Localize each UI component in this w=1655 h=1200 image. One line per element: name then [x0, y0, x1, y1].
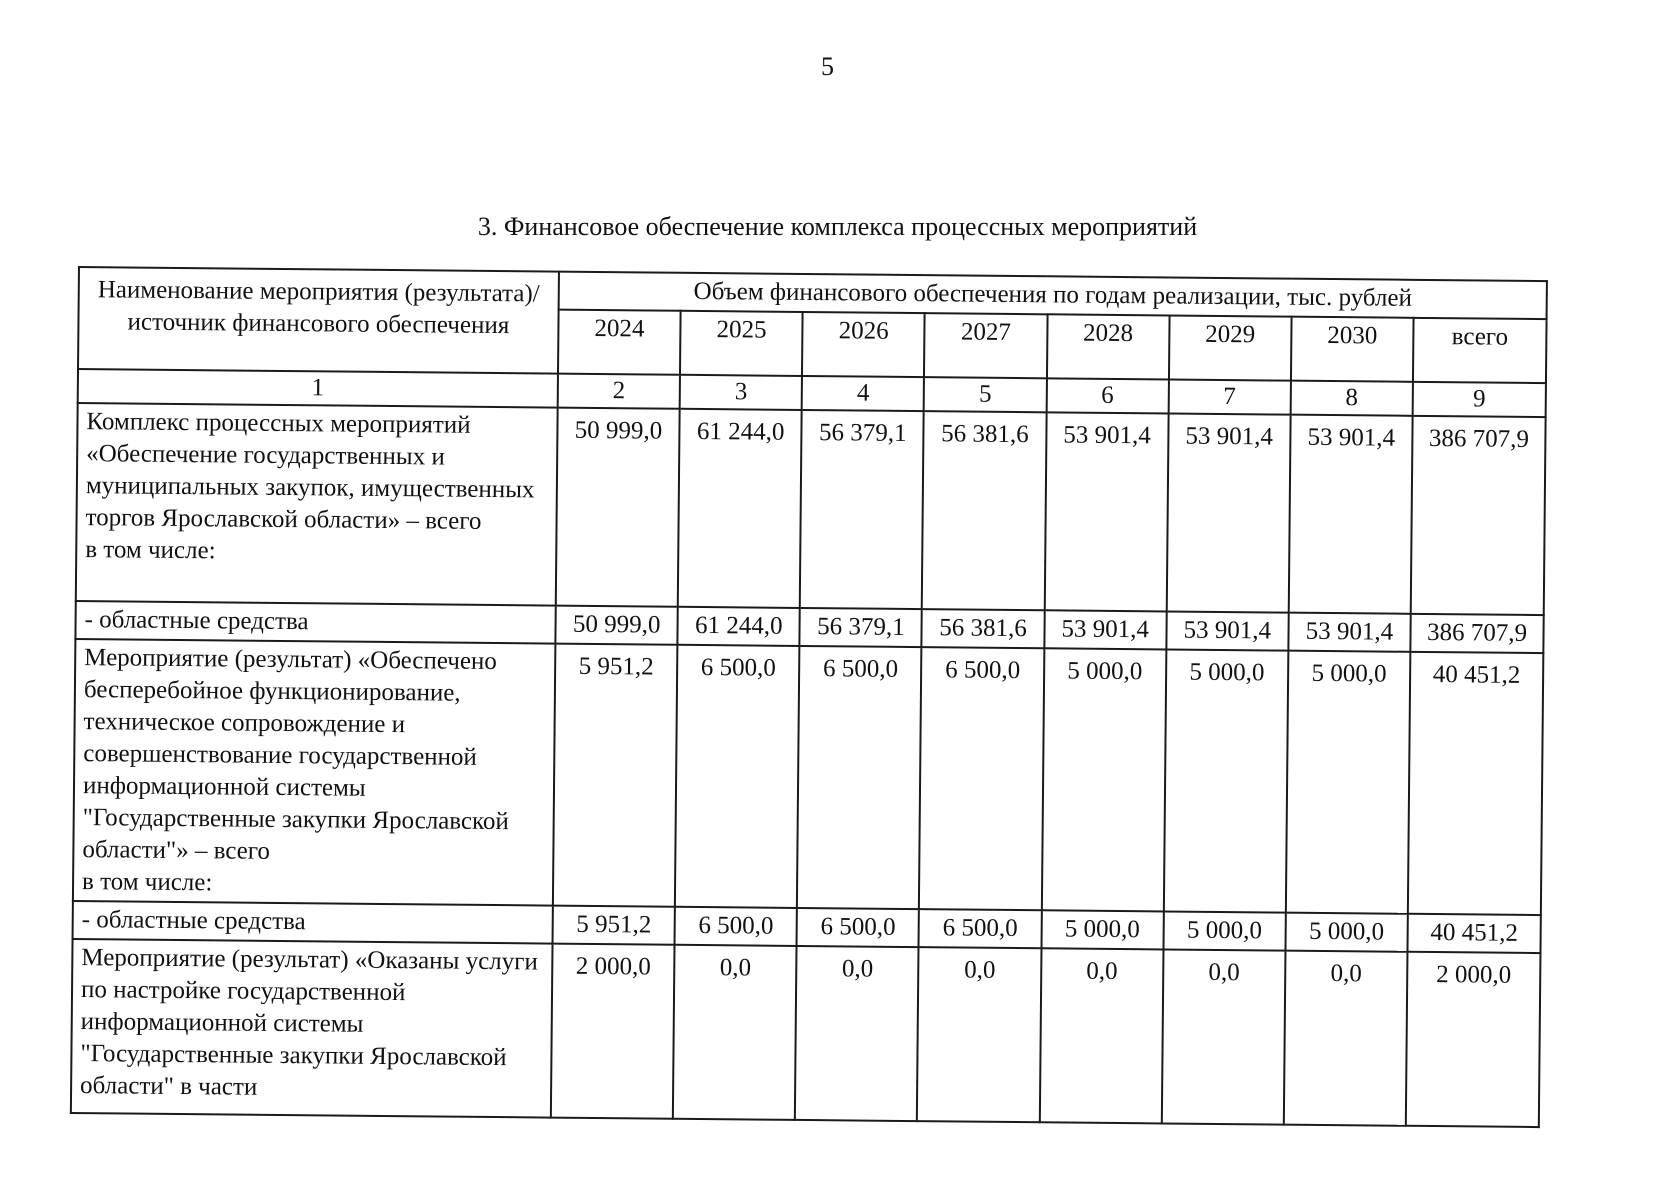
total-cell: 386 707,9	[1411, 416, 1546, 615]
year-header: 2024	[558, 310, 681, 375]
table-row	[71, 939, 1541, 1127]
value-cell: 53 901,4	[1289, 415, 1413, 614]
value-cell: 53 901,4	[1044, 610, 1166, 649]
value-cell: 56 379,1	[800, 608, 922, 647]
value-cell: 6 500,0	[797, 646, 922, 909]
value-cell: 5 951,2	[553, 644, 678, 907]
column-number: 7	[1168, 379, 1290, 414]
value-cell: 53 901,4	[1288, 613, 1410, 652]
total-cell: 2 000,0	[1406, 952, 1541, 1127]
column-number: 1	[78, 369, 558, 408]
value-cell: 61 244,0	[678, 607, 800, 646]
value-cell: 5 000,0	[1041, 910, 1163, 949]
value-cell: 53 901,4	[1166, 611, 1288, 650]
value-cell: 6 500,0	[919, 909, 1041, 948]
total-header: всего	[1413, 318, 1547, 383]
value-cell: 5 000,0	[1285, 913, 1407, 952]
year-header: 2028	[1047, 314, 1170, 379]
total-cell: 40 451,2	[1408, 652, 1544, 915]
value-cell: 5 951,2	[553, 906, 675, 945]
column-number: 3	[680, 375, 802, 410]
value-cell: 6 500,0	[675, 907, 797, 946]
value-cell: 50 999,0	[556, 408, 680, 607]
value-cell: 0,0	[795, 946, 919, 1121]
section-title: 3. Финансовое обеспечение комплекса процессных мероприятий	[477, 212, 1198, 241]
value-cell: 0,0	[1162, 949, 1286, 1124]
value-cell: 5 000,0	[1164, 649, 1289, 912]
row-name: Комплекс процессных мероприятий «Обеспечение государственных и муниципальных закупок, имущественных торгов Ярославской области» – всего в том числе:	[76, 403, 558, 606]
value-cell: 0,0	[1039, 948, 1163, 1123]
column-number: 2	[558, 374, 680, 409]
value-cell: 53 901,4	[1044, 412, 1168, 611]
financing-table	[70, 266, 1548, 1128]
total-cell: 386 707,9	[1410, 614, 1543, 653]
value-cell: 61 244,0	[678, 409, 802, 608]
value-cell: 5 000,0	[1286, 651, 1411, 914]
value-cell: 5 000,0	[1163, 911, 1285, 950]
column-number: 6	[1046, 378, 1168, 413]
value-cell: 50 999,0	[555, 606, 677, 645]
year-header: 2026	[802, 312, 925, 377]
value-cell: 5 000,0	[1041, 648, 1166, 911]
value-cell: 0,0	[673, 945, 797, 1120]
row-name: - областные средства	[73, 901, 553, 944]
value-cell: 56 381,6	[922, 609, 1044, 648]
total-cell: 40 451,2	[1407, 914, 1540, 953]
column-number: 8	[1290, 381, 1412, 416]
column-number: 5	[924, 377, 1046, 412]
row-name: Мероприятие (результат) «Обеспечено бесперебойное функционирование, техническое сопровождение и совершенствование государственной информационной системы "Государственные закупки Ярославской области"» – всего в том числе:	[73, 639, 555, 906]
year-header: 2030	[1291, 317, 1414, 382]
financing-table-container	[70, 266, 1548, 1128]
value-cell: 6 500,0	[675, 645, 800, 908]
table-row	[76, 403, 1546, 615]
value-cell: 0,0	[1284, 951, 1408, 1126]
year-header: 2027	[924, 313, 1047, 378]
year-header: 2025	[680, 311, 803, 376]
value-cell: 6 500,0	[919, 647, 1044, 910]
year-header: 2029	[1169, 315, 1292, 380]
column-number: 9	[1413, 382, 1546, 417]
value-cell: 6 500,0	[797, 908, 919, 947]
row-name: Мероприятие (результат) «Оказаны услуги по настройке государственной информационной системы "Государственные закупки Ярославской области" в части	[71, 939, 553, 1118]
value-cell: 56 379,1	[800, 410, 924, 609]
value-cell: 53 901,4	[1166, 413, 1290, 612]
row-name: - областные средства	[75, 601, 555, 644]
value-cell: 0,0	[917, 947, 1041, 1122]
column-number: 4	[802, 376, 924, 411]
table-row	[73, 639, 1543, 915]
name-column-header: Наименование мероприятия (результата)/ источник финансового обеспечения	[78, 267, 559, 374]
funding-group-header: Объем финансового обеспечения по годам реализации, тыс. рублей	[559, 272, 1547, 319]
page-number: 5	[821, 52, 834, 81]
value-cell: 2 000,0	[551, 944, 675, 1119]
value-cell: 56 381,6	[922, 411, 1046, 610]
